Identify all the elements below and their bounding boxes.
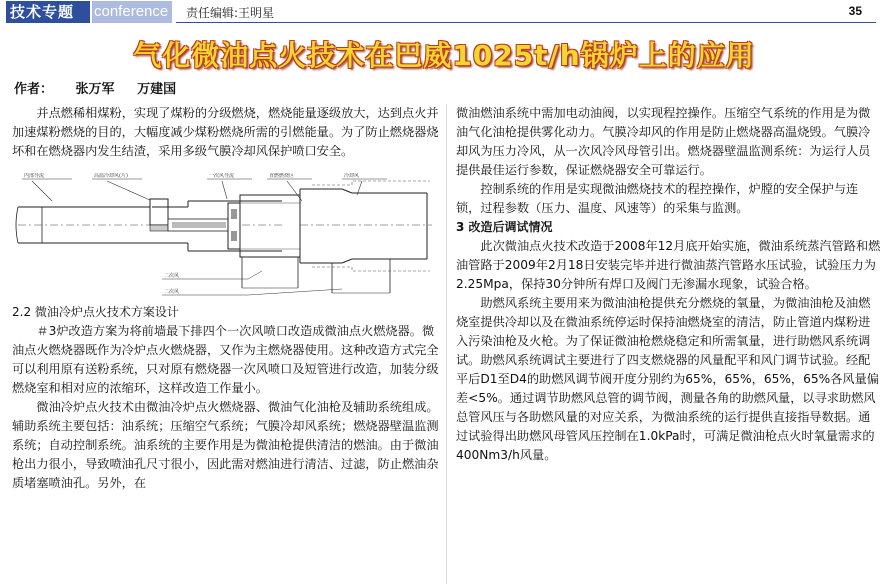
burner-diagram-svg [12,173,440,299]
article-title: 气化微油点火技术在巴威1025t/h锅炉上的应用 [133,39,755,72]
author-label: 作者： [14,82,54,97]
figure-label-1: 内部导流 [24,173,45,179]
figure-label-7: 二次风 [164,289,180,295]
left-section-heading: 2.2 微油冷炉点火技术方案设计 [12,305,179,319]
column-divider [446,104,447,584]
page-header [0,0,888,24]
author-1: 张万军 [75,82,115,97]
figure-label-2: 高温冷却风(片) [94,173,128,179]
left-paragraph-3: 微油冷炉点火技术由微油冷炉点火燃烧器、微油气化油枪及辅助系统组成。辅助系统主要包括：油系统；压缩空气系统；气膜冷却风系统；燃烧器壁温监测系统；自动控制系统。油系统的主要作用是为微油枪提供清洁的燃油。由于微油枪出力很小，导致喷油孔尺寸很小，因此需对燃油进行清洁、过滤，防止燃油杂质堵塞喷油孔。另外，在 [12,400,439,490]
left-column [12,104,440,493]
author-row [14,78,194,97]
figure-label-5: 冷却风 [344,173,360,179]
right-paragraph-4: 助燃风系统主要用来为微油油枪提供充分燃烧的氧量，为微油油枪及油燃烧室提供冷却以及在微油系统停运时保持油燃烧室的清洁，防止管道内煤粉进入污染油枪及火枪。为了保证微油枪燃烧稳定和所需氧量，进行助燃风系统调试。助燃风系统调试主要进行了四支燃烧器的风量配平和风门调节试验。经配平后D1至D4的助燃风调节阀开度分别约为65%，65%，65%，65%各风量偏差<5%。通过调节助燃风总管的调节阀，测量各角的助燃风量，以寻求助燃风总管风压与各助燃风量的对应关系，为微油系统的运行提供直接指导数据。通过试验得出助燃风母管风压控制在1.0kPa时，可满足微油枪点火时氧量需求的400Nm3/h风量。 [456,296,879,462]
right-column [456,104,882,465]
header-rule [176,22,876,23]
figure-label-3: 一次风导流 [209,173,235,179]
right-paragraph-1: 微油燃油系统中需加电动油阀，以实现程控操作。压缩空气系统的作用是为微油气化油枪提供雾化动力。气膜冷却风的作用是防止燃烧器高温烧毁。气膜冷却风为压力冷风，从一次风冷风母管引出。燃烧器壁温监测系统：为运行人员提供最佳运行参数，保证燃烧器安全可靠运行。 [456,106,871,177]
figure-label-4: 直燃燃烧区 [269,173,295,179]
right-paragraph-2: 控制系统的作用是实现微油燃烧技术的程控操作，炉膛的安全保护与连锁，过程参数（压力、温度、风速等）的采集与监测。 [456,182,859,215]
section-tag-en: conference [92,1,172,23]
right-paragraph-3: 此次微油点火技术改造于2008年12月底开始实施，微油系统蒸汽管路和燃油管路于2009年2月18日安装完毕并进行微油蒸汽管路水压试验，试验压力为2.25Mpa，保持30分钟所有焊口及阀门无渗漏水现象，试验合格。 [456,239,881,291]
right-section-heading: 3 改造后调试情况 [456,220,553,234]
section-tag: 技术专题 [6,1,90,23]
left-paragraph-2: ＃3炉改造方案为将前墙最下排四个一次风喷口改造成微油点火燃烧器。微油点火燃烧器既作为冷炉点火燃烧器，又作为主燃烧器使用。这种改造方式完全可以利用原有送粉系统，只对原有燃烧器一次风喷口及短管进行改造，加装分级燃烧室和相对应的浓缩环，这样改造工作量小。 [12,324,439,395]
page-number: 35 [848,4,862,18]
author-2: 万建国 [137,82,177,97]
burner-diagram [12,173,440,299]
title-block [0,30,888,76]
left-paragraph-1: 并点燃稀相煤粉，实现了煤粉的分级燃烧，燃烧能量逐级放大，达到点火并加速煤粉燃烧的目的，大幅度减少煤粉燃烧所需的引燃能量。为了防止燃烧器烧坏和在燃烧器内发生结渣，采用多级气膜冷却风保护喷口安全。 [12,106,439,158]
figure-label-6: 二次风 [164,273,180,279]
editor-credit: 责任编辑:王明星 [186,6,275,20]
